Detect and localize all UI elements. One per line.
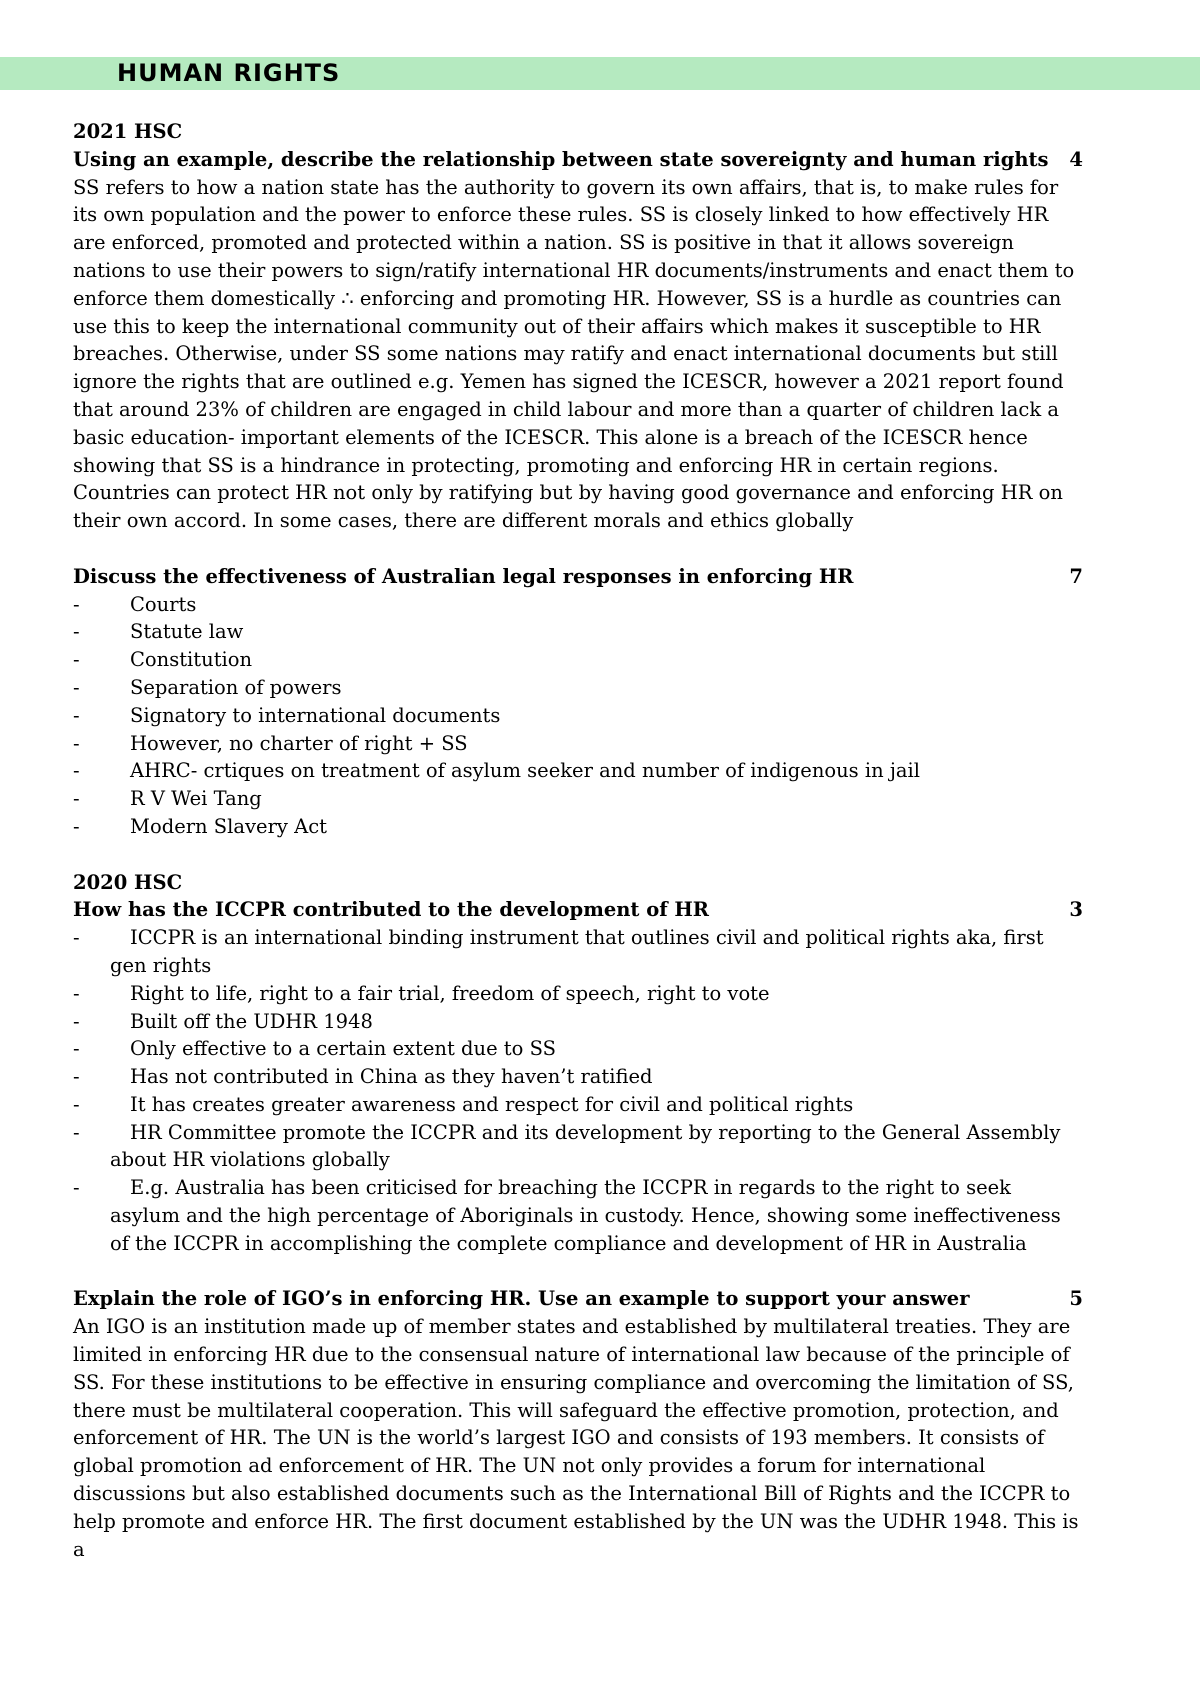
list-item: - Right to life, right to a fair trial, freedom of speech, right to vote bbox=[73, 980, 1083, 1008]
section-year-2020: 2020 HSC bbox=[73, 870, 183, 894]
question-heading bbox=[73, 896, 1083, 924]
answer-paragraph: SS refers to how a nation state has the authority to govern its own affairs, that is, to make rules for its own population and the power to enforce these rules. SS is closely linked to how effectively HR are enforced, promoted and protected within a nation. SS is positive in that it allows sovereign nations to use their powers to sign/ratify international HR documents/instruments and enact them to enforce them domestically ∴ enforcing and promoting HR. However, SS is a hurdle as countries can use this to keep the international community out of their affairs which makes it susceptible to HR breaches. Otherwise, under SS some nations may ratify and enact international documents but still ignore the rights that are outlined e.g. Yemen has signed the ICESCR, however a 2021 report found that around 23% of children are engaged in child labour and more than a quarter of children lack a basic education- important elements of the ICESCR. This alone is a breach of the ICESCR hence showing that SS is a hindrance in protecting, promoting and enforcing HR in certain regions. bbox=[73, 175, 1075, 477]
answer-paragraph: Countries can protect HR not only by ratifying but by having good governance and enforcing HR on their own accord. In some cases, there are different morals and ethics globally bbox=[73, 481, 1063, 533]
question-text: Discuss the effectiveness of Australian legal responses in enforcing HR bbox=[73, 564, 854, 588]
list-item: - E.g. Australia has been criticised for breaching the ICCPR in regards to the right to seek asylum and the high percentage of Aboriginals in custody. Hence, showing some ineffectiveness of the ICCPR in accomplishing the complete compliance and development of HR in Australia bbox=[73, 1174, 1083, 1257]
answer-paragraph: An IGO is an institution made up of member states and established by multilateral treaties. They are limited in enforcing HR due to the consensual nature of international law because of the principle of SS. For these institutions to be effective in ensuring compliance and overcoming the limitation of SS, there must be multilateral cooperation. This will safeguard the effective promotion, protection, and enforcement of HR. The UN is the world’s largest IGO and consists of 193 members. It consists of global promotion ad enforcement of HR. The UN not only provides a forum for international discussions but also established documents such as the International Bill of Rights and the ICCPR to help promote and enforce HR. The first document established by the UN was the UDHR 1948. This is a bbox=[73, 1315, 1079, 1561]
question-heading bbox=[73, 1285, 1083, 1313]
list-item: - It has creates greater awareness and respect for civil and political rights bbox=[73, 1091, 1083, 1119]
list-item: - Statute law bbox=[73, 618, 1083, 646]
bullet-list bbox=[73, 591, 1083, 841]
question-marks: 4 bbox=[1069, 147, 1083, 171]
list-item: - Separation of powers bbox=[73, 674, 1083, 702]
list-item: - AHRC- crtiques on treatment of asylum seeker and number of indigenous in jail bbox=[73, 757, 1083, 785]
question-marks: 5 bbox=[1069, 1287, 1083, 1311]
list-item: - Has not contributed in China as they haven’t ratified bbox=[73, 1063, 1083, 1091]
list-item: - Signatory to international documents bbox=[73, 702, 1083, 730]
list-item: - Constitution bbox=[73, 646, 1083, 674]
question-heading bbox=[73, 146, 1083, 174]
list-item: - Modern Slavery Act bbox=[73, 813, 1083, 841]
section-year-2021: 2021 HSC bbox=[73, 120, 183, 143]
question-marks: 7 bbox=[1069, 564, 1083, 588]
question-heading bbox=[73, 563, 1083, 591]
list-item: - HR Committee promote the ICCPR and its development by reporting to the General Assembly about HR violations globally bbox=[73, 1119, 1083, 1175]
question-text: How has the ICCPR contributed to the development of HR bbox=[73, 898, 710, 922]
list-item: - R V Wei Tang bbox=[73, 785, 1083, 813]
list-item: - Courts bbox=[73, 591, 1083, 619]
question-marks: 3 bbox=[1069, 898, 1083, 922]
list-item: - ICCPR is an international binding instrument that outlines civil and political rights aka, first gen rights bbox=[73, 924, 1083, 980]
question-text: Explain the role of IGO’s in enforcing HR. Use an example to support your answer bbox=[73, 1287, 970, 1311]
document-body bbox=[73, 118, 1083, 1563]
list-item: - However, no charter of right + SS bbox=[73, 730, 1083, 758]
bullet-list bbox=[73, 924, 1083, 1258]
question-text: Using an example, describe the relationship between state sovereignty and human rights bbox=[73, 147, 1049, 171]
title-band bbox=[0, 57, 1200, 90]
list-item: - Built off the UDHR 1948 bbox=[73, 1008, 1083, 1036]
list-item: - Only effective to a certain extent due to SS bbox=[73, 1035, 1083, 1063]
page-title: HUMAN RIGHTS bbox=[117, 59, 341, 87]
